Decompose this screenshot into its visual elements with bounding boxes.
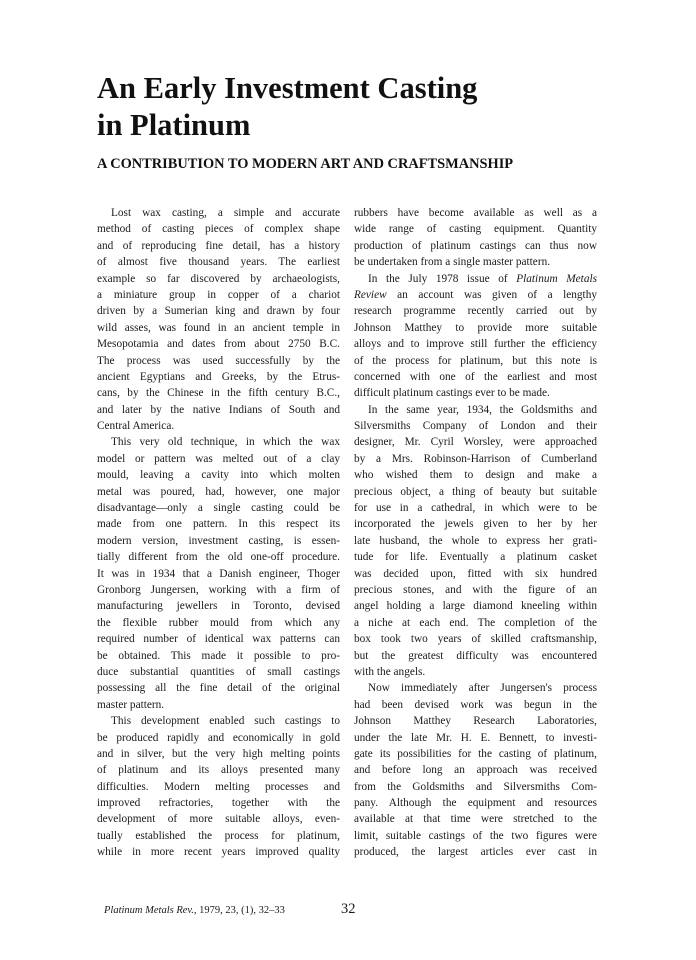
text-line: wide range of casting equipment. Quantity	[354, 223, 597, 236]
text-line: and in silver, but the very high melting points	[97, 747, 340, 760]
text-line: designer, Mr. Cyril Worsley, were approached	[354, 436, 597, 449]
text-line: box took two years of skilled craftsmanship,	[354, 633, 597, 646]
text-line: tually established the process for platinum,	[97, 829, 340, 842]
text-line: be undertaken from a single master pattern.	[354, 256, 551, 269]
text-line: rubbers have become available as well as a	[354, 207, 597, 219]
text-line: of almost five thousand years. The earliest	[97, 256, 340, 269]
text-line: possessing all the fine detail of the original	[97, 682, 340, 695]
page-number: 32	[341, 901, 356, 917]
text-line: This development enabled such castings to	[111, 715, 340, 728]
text-line: of the process for platinum, but this note is	[354, 354, 597, 367]
text-line: master pattern.	[97, 698, 165, 711]
text-line: precious stones, and with the figure of an	[354, 583, 597, 596]
text-line: available at that time were stretched to the	[354, 813, 597, 826]
text-line: The process was used successfully by the	[97, 354, 340, 367]
text-line: research programme recently carried out by	[354, 305, 597, 318]
text-line: mould, leaving a cavity into which molten	[97, 469, 340, 482]
article-subtitle: A CONTRIBUTION TO MODERN ART AND CRAFTSMANSHIP	[97, 156, 514, 172]
text-line: metal was poured, had, however, one major	[97, 485, 340, 498]
text-line: Review an account was given of a lengthy	[354, 288, 597, 301]
text-line: modern version, investment casting, is essen-	[97, 534, 340, 547]
text-line: had been devised work was begun in the	[354, 698, 597, 711]
text-line: method of casting pieces of complex shape	[97, 223, 340, 236]
text-line: angel holding a large diamond kneeling within	[354, 600, 597, 613]
text-line: Lost wax casting, a simple and accurate	[111, 207, 340, 219]
text-line: and later by the native Indians of South and	[97, 403, 340, 416]
article-title	[97, 70, 597, 144]
text-line: under the late Mr. H. E. Bennett, to investi-	[354, 731, 597, 744]
text-line: but the greatest difficulty was encountered	[354, 649, 597, 662]
text-line: difficult platinum castings ever to be made.	[354, 387, 550, 400]
text-line: disadvantage—only a single casting could be	[97, 502, 340, 515]
text-line: Johnson Matthey Research Laboratories,	[354, 715, 597, 728]
text-line: Now immediately after Jungersen's process	[368, 682, 597, 695]
text-line: precious object, a thing of beauty but suitable	[354, 485, 597, 498]
text-line: a niche at each end. The completion of the	[354, 616, 597, 629]
text-line: the flexible rubber mould from which any	[97, 616, 340, 629]
text-line: be produced rapidly and economically in gold	[97, 731, 340, 744]
text-line: cans, by the Chinese in the fifth century B.C.,	[97, 387, 340, 400]
text-line: improved refractories, together with the	[97, 797, 340, 810]
text-line: and of reproducing fine detail, has a history	[97, 239, 340, 252]
text-line: required number of identical wax patterns can	[97, 633, 340, 646]
text-line: Johnson Matthey to provide more suitable	[354, 321, 597, 334]
text-line: Central America.	[97, 420, 175, 433]
text-line: by a Mrs. Robinson-Harrison of Cumberland	[354, 452, 597, 465]
text-line: was decided upon, fitted with six hundred	[354, 567, 597, 580]
article-title-line-2: in Platinum	[97, 108, 251, 142]
text-line: incorporated the jewels given to her by her	[354, 518, 597, 531]
text-line: limit, suitable castings of the two figures were	[354, 829, 597, 842]
text-line: manufacturing jewellers in Toronto, devised	[97, 600, 340, 613]
text-line: duce substantial quantities of small castings	[97, 665, 340, 678]
right-text-column	[354, 205, 597, 861]
citation-details: , 1979, 23, (1), 32–33	[193, 905, 285, 916]
text-line: made from one pattern. In this respect its	[97, 518, 340, 531]
text-line: difficulties. Modern melting processes and	[97, 780, 340, 793]
text-line: of platinum and its alloys presented many	[97, 764, 340, 777]
text-line: driven by a Sumerian king and drawn by four	[97, 305, 340, 318]
text-line: who wished them to design and make a	[354, 469, 597, 482]
text-line: late husband, the whole to express her grati-	[354, 534, 597, 547]
text-line: pany. Although the equipment and resources	[354, 797, 597, 810]
text-line: a miniature group in copper of a chariot	[97, 288, 340, 301]
text-line: with the angels.	[354, 665, 426, 678]
journal-citation	[104, 904, 285, 918]
text-line: produced, the largest articles ever cast in	[354, 846, 597, 859]
left-text-column	[97, 205, 340, 861]
text-line: and before long an approach was received	[354, 764, 597, 777]
text-line: for use in a cathedral, in which were to be	[354, 502, 597, 515]
text-line: This very old technique, in which the wax	[111, 436, 340, 449]
text-line: example so far discovered by archaeologists,	[97, 272, 340, 285]
text-line: tude for life. Eventually a platinum casket	[354, 551, 597, 564]
article-title-line-1: An Early Investment Casting	[97, 71, 478, 105]
text-line: Silversmiths Company of London and their	[354, 420, 597, 433]
text-line: gate its possibilities for the casting of platinum,	[354, 747, 597, 760]
text-line: be obtained. This made it possible to pro-	[97, 649, 340, 662]
text-line: tially different from the old one-off procedure.	[97, 551, 340, 564]
text-line: It was in 1934 that a Danish engineer, Thoger	[97, 567, 340, 580]
text-line: while in more recent years improved quality	[97, 846, 340, 859]
text-line: In the July 1978 issue of Platinum Metals	[368, 272, 597, 285]
text-line: concerned with one of the earliest and most	[354, 370, 597, 383]
text-line: Gronborg Jungersen, working with a firm of	[97, 583, 340, 596]
text-line: model or pattern was melted out of a clay	[97, 452, 340, 465]
text-line: Mesopotamia and dates from about 2750 B.C.	[97, 338, 340, 351]
text-line: ancient Egyptians and Greeks, by the Etrus-	[97, 370, 340, 383]
text-line: wild asses, was found in an ancient temple in	[97, 321, 340, 334]
text-line: from the Goldsmiths and Silversmiths Com-	[354, 780, 597, 793]
text-line: production of platinum castings can thus now	[354, 239, 597, 252]
journal-name: Platinum Metals Rev.	[104, 905, 194, 916]
text-line: In the same year, 1934, the Goldsmiths and	[368, 403, 597, 416]
text-line: alloys and to improve still further the efficiency	[354, 338, 597, 351]
text-line: development of more suitable alloys, even-	[97, 813, 340, 826]
